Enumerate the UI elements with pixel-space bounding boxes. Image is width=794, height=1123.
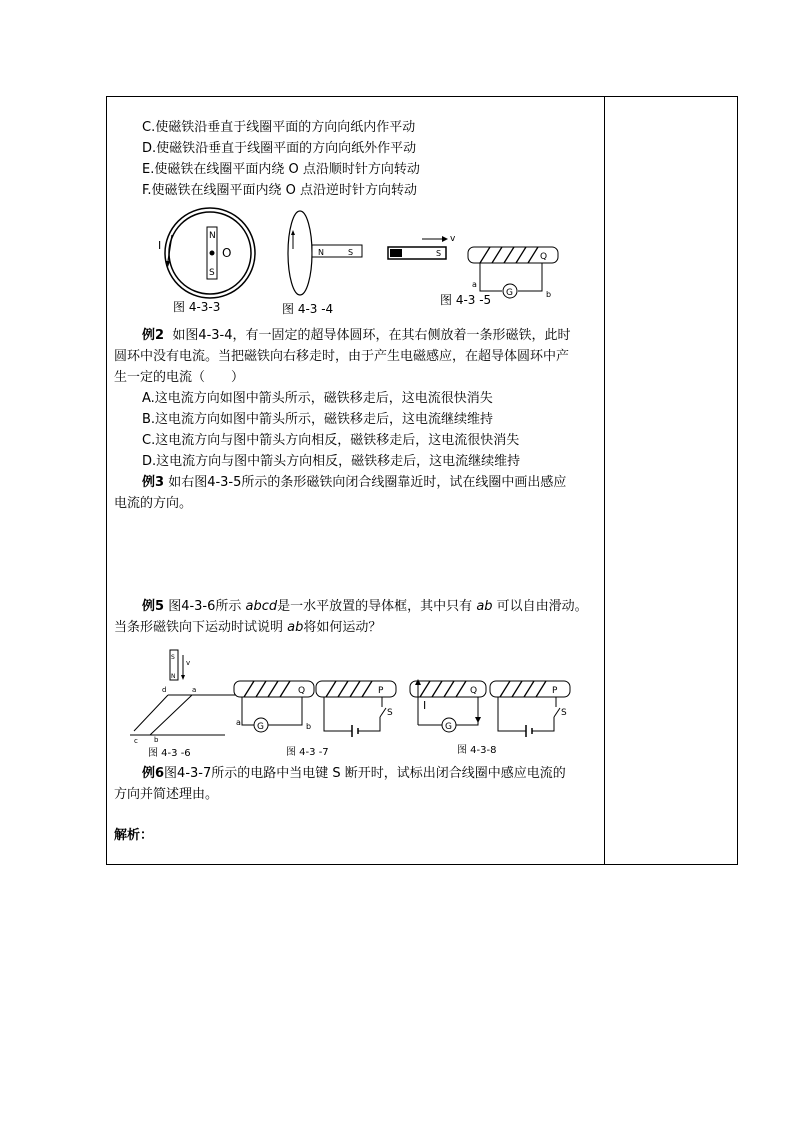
figure-4-3-6 (130, 650, 250, 745)
svg-text:P: P (378, 686, 384, 696)
svg-text:G: G (506, 288, 513, 298)
svg-text:v: v (450, 234, 456, 244)
caption-4-3-3: 图 4-3-3 (173, 300, 221, 314)
svg-text:S: S (171, 654, 175, 661)
column-divider (604, 96, 605, 865)
svg-text:S: S (436, 249, 442, 258)
figure-4-3-3 (158, 208, 255, 298)
option-e: E.使磁铁在线圈平面内绕 O 点沿顺时针方向转动 (142, 162, 420, 177)
example5-line1: 例5 图4-3-6所示 abcd是一水平放置的导体框，其中只有 ab 可以自由滑动。 (142, 599, 588, 614)
example3-label: 例3 (142, 475, 165, 490)
figure-4-3-4 (288, 211, 362, 295)
svg-text:a: a (236, 718, 241, 727)
svg-text:Q: Q (298, 686, 306, 696)
caption-4-3-8: 图 4-3-8 (457, 745, 497, 756)
example2-line1: 例2 如图4-3-4，有一固定的超导体圆环，在其右侧放着一条形磁铁，此时 (142, 328, 571, 343)
figure-row-2 (130, 645, 580, 745)
svg-text:v: v (186, 659, 191, 667)
example5-label: 例5 (142, 599, 165, 614)
analysis-label: 解析： (114, 828, 154, 843)
svg-text:G: G (257, 722, 264, 732)
example2-option-d: D.这电流方向与图中箭头方向相反，磁铁移走后，这电流继续维持 (142, 454, 521, 469)
svg-text:G: G (445, 722, 452, 732)
example6-line2: 方向并简述理由。 (114, 787, 219, 802)
example3-line2: 电流的方向。 (114, 496, 193, 511)
svg-text:c: c (134, 737, 138, 745)
example6-line1: 例6图4-3-7所示的电路中当电键 S 断开时，试标出闭合线圈中感应电流的 (142, 766, 566, 781)
option-d: D.使磁铁沿垂直于线圈平面的方向向纸外作平动 (142, 141, 417, 156)
svg-text:S: S (387, 708, 393, 718)
option-f: F.使磁铁在线圈平面内绕 O 点沿逆时针方向转动 (142, 183, 418, 198)
caption-4-3-4: 图 4-3 -4 (282, 302, 334, 316)
example3-line1: 例3 如右图4-3-5所示的条形磁铁向闭合线圈靠近时，试在线圈中画出感应 (142, 475, 567, 490)
svg-text:b: b (154, 736, 159, 744)
svg-text:b: b (546, 290, 552, 299)
svg-text:S: S (348, 248, 354, 257)
caption-4-3-5: 图 4-3 -5 (440, 293, 492, 307)
svg-text:a: a (472, 280, 477, 289)
svg-text:S: S (209, 268, 215, 278)
figure-4-3-7 (234, 681, 396, 737)
svg-text:Q: Q (540, 252, 548, 262)
option-c: C.使磁铁沿垂直于线圈平面的方向向纸内作平动 (142, 120, 416, 135)
example2-option-a: A.这电流方向如图中箭头所示，磁铁移走后，这电流很快消失 (142, 391, 493, 406)
caption-4-3-6: 图 4-3 -6 (148, 748, 191, 759)
example5-line2: 当条形磁铁向下运动时试说明 ab将如何运动？ (114, 620, 382, 635)
svg-text:I: I (423, 699, 427, 712)
svg-text:I: I (158, 239, 162, 252)
svg-text:b: b (306, 722, 312, 731)
svg-text:N: N (209, 231, 216, 241)
caption-4-3-7: 图 4-3 -7 (286, 747, 329, 758)
example2-option-c: C.这电流方向与图中箭头方向相反，磁铁移走后，这电流很快消失 (142, 433, 520, 448)
svg-text:S: S (561, 708, 567, 718)
example2-label: 例2 (142, 328, 165, 343)
example6-label: 例6 (142, 766, 165, 781)
figure-4-3-5 (388, 234, 558, 299)
svg-text:a: a (192, 686, 197, 694)
example2-line3: 生一定的电流（ ） (114, 370, 245, 385)
svg-text:N: N (318, 248, 324, 257)
svg-text:N: N (171, 673, 176, 680)
example2-option-b: B.这电流方向如图中箭头所示，磁铁移走后，这电流继续维持 (142, 412, 494, 427)
svg-text:O: O (222, 246, 232, 260)
example2-line2: 圆环中没有电流。当把磁铁向右移走时，由于产生电磁感应，在超导体圆环中产 (114, 349, 570, 364)
svg-text:P: P (552, 686, 558, 696)
svg-text:d: d (162, 686, 167, 694)
figure-4-3-8 (410, 679, 570, 737)
svg-text:Q: Q (470, 686, 478, 696)
